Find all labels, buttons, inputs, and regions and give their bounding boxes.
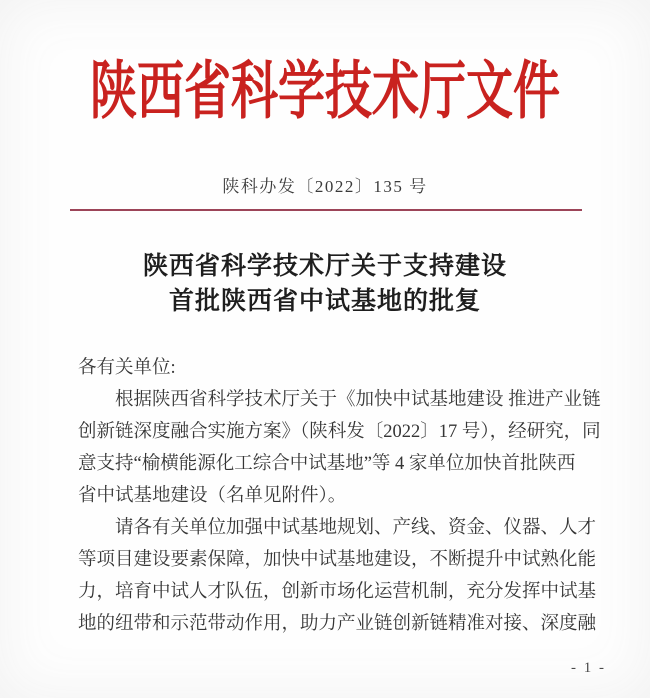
body-line: 创新链深度融合实施方案》（陕科发〔2022〕17 号），经研究，同 — [78, 422, 601, 442]
page-number: - 1 - — [571, 660, 606, 676]
document-title-line2: 首批陕西省中试基地的批复 — [168, 288, 481, 315]
letterhead — [0, 34, 650, 138]
salutation: 各有关单位: — [78, 358, 176, 378]
document-body — [78, 352, 601, 640]
document-number: 陕科办发〔2022〕135 号 — [222, 177, 428, 196]
letterhead-divider-rule — [70, 209, 582, 211]
body-line: 等项目建设要素保障，加快中试基地建设，不断提升中试熟化能 — [78, 550, 597, 570]
body-line: 省中试基地建设（名单见附件）。 — [78, 486, 347, 506]
document-title-line1: 陕西省科学技术厅关于支持建设 — [142, 253, 507, 280]
document-title — [0, 249, 650, 319]
body-line: 力，培育中试人才队伍，创新市场化运营机制，充分发挥中试基 — [78, 582, 597, 602]
body-line: 请各有关单位加强中试基地规划、产线、资金、仪器、人才 — [115, 518, 597, 538]
body-line: 地的纽带和示范带动作用，助力产业链创新链精准对接、深度融 — [78, 614, 597, 634]
body-line: 意支持“榆横能源化工综合中试基地”等 4 家单位加快首批陕西 — [78, 454, 576, 474]
body-line: 根据陕西省科学技术厅关于《加快中试基地建设 推进产业链 — [115, 390, 601, 410]
letterhead-title: 陕西省科学技术厅文件 — [90, 57, 560, 127]
